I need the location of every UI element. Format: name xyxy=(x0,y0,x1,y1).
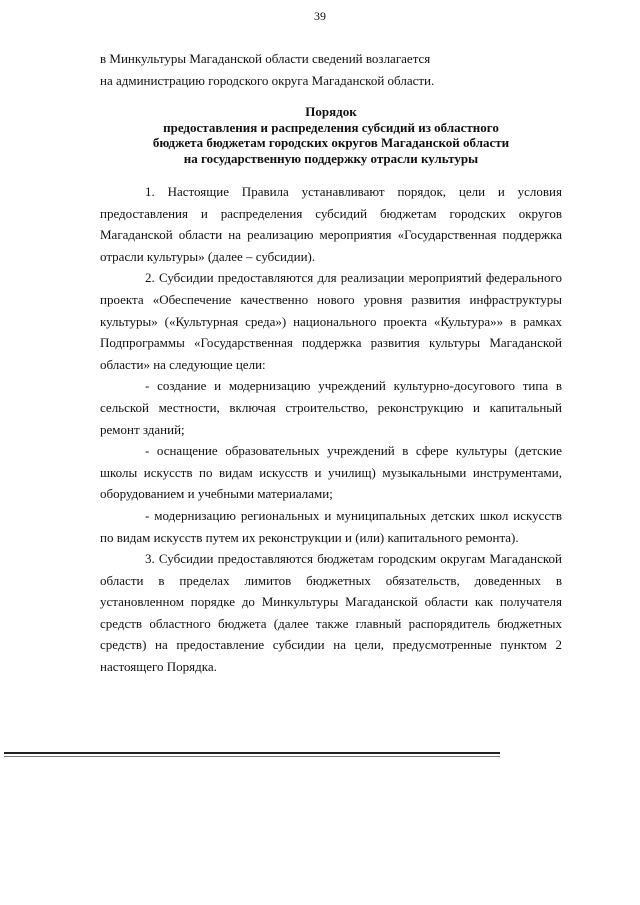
separator-line-thin xyxy=(4,756,500,757)
paragraph-2: 2. Субсидии предоставляются для реализации мероприятий федерального проекта «Обеспечение качественно нового уровня развития инфраструктуры культуры» («Культурная среда») национального проекта «Культура»» в рамках Подпрограммы «Государственная поддержка развития культуры Магаданской области» на следующие цели: xyxy=(100,270,562,372)
heading-line-3: бюджета бюджетам городских округов Магаданской области xyxy=(152,135,510,150)
heading-line-2: предоставления и распределения субсидий из областного xyxy=(163,119,499,135)
heading-line-4: на государственную поддержку отрасли культуры xyxy=(183,150,479,166)
intro-text xyxy=(100,48,562,91)
page-number: 39 xyxy=(314,9,326,23)
intro-line-1: в Минкультуры Магаданской области сведений возлагается xyxy=(100,51,431,66)
intro-line-2: на администрацию городского округа Магаданской области. xyxy=(100,72,435,88)
separator-line xyxy=(4,752,500,754)
paragraph-2-item-1: - создание и модернизацию учреждений культурно-досугового типа в сельской местности, включая строительство, реконструкцию и капитальный ремонт зданий; xyxy=(100,378,562,437)
paragraph-3: 3. Субсидии предоставляются бюджетам городским округам Магаданской области в пределах лимитов бюджетных обязательств, доведенных в установленном порядке до Минкультуры Магаданской области как получателя средств областного бюджета (далее также главный распорядитель бюджетных средств) на предоставление субсидии на цели, предусмотренные пунктом 2 настоящего Порядка. xyxy=(100,551,562,675)
document-heading xyxy=(100,104,562,166)
paragraph-2-item-3: - модернизацию региональных и муниципальных детских школ искусств по видам искусств путем их реконструкции и (или) капитального ремонта). xyxy=(100,507,562,545)
paragraph-2-item-2: - оснащение образовательных учреждений в сфере культуры (детские школы искусств по видам искусств и училищ) музыкальными инструментами, оборудованием и учебными материалами; xyxy=(100,443,562,502)
paragraph-1: 1. Настоящие Правила устанавливают порядок, цели и условия предоставления и распределения субсидий бюджетам городских округов Магаданской области на реализацию мероприятия «Государственная поддержка отрасли культуры» (далее – субсидии). xyxy=(100,184,562,264)
main-text xyxy=(100,181,562,678)
heading-line-1: Порядок xyxy=(305,104,357,119)
